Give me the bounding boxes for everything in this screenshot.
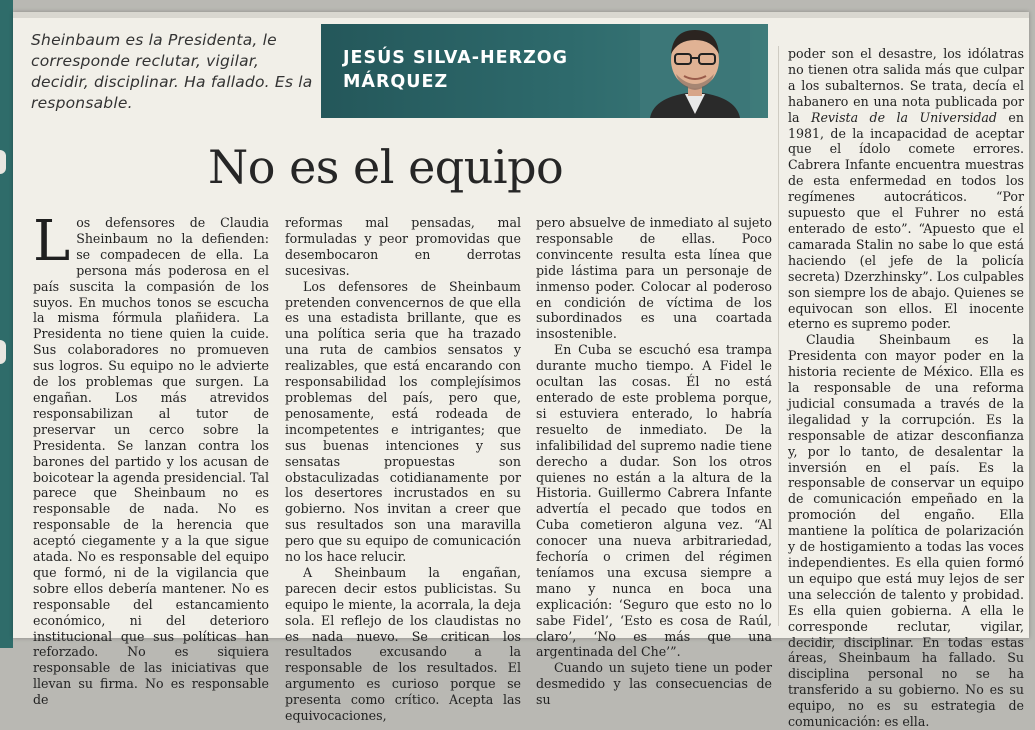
paragraph-text: poder son el desastre, los idólatras no tienen otra salida más que culpar a los subalternos. Se trata, decía el habanero en una nota publicada por la: [788, 46, 1024, 125]
drop-cap: L: [33, 209, 71, 274]
author-name-line2: MÁRQUEZ: [343, 72, 449, 92]
article-column-4: [788, 46, 1024, 730]
paragraph-text: en 1981, de la incapacidad de aceptar que el ídolo comete errores. Cabrera Infante encuentra muestras de esta enfermedad en todos los regímenes autocráticos. “Por supuesto que el Fuhrer no está enterado de esto”. “Apuesto que el camarada Stalin no sabe lo que está haciendo (el jefe de la policía secreta) Dzerzhinsky”. Los culpables son siempre los de abajo. Quienes se equivocan son ellos. El inocente eterno es supremo poder.: [788, 109, 1024, 332]
pull-quote: Sheinbaum es la Presidenta, le corresponde reclutar, vigilar, decidir, disciplinar. Ha fallado. Es la responsable.: [31, 31, 313, 112]
author-portrait: [640, 24, 750, 118]
article-column-2: [285, 215, 521, 724]
paragraph: [788, 46, 1024, 332]
paragraph: En Cuba se escuchó esa trampa durante mucho tiempo. A Fidel le ocultan las cosas. Él no está enterado de este problema porque, si estuviera enterado, lo habría resuelto de inmediato. De la infalibilidad del supremo nadie tiene derecho a dudar. Son los otros quienes no están a la altura de la Historia. Guillermo Cabrera Infante advertía el pecado que todos en Cuba cometieron alguna vez. “Al conocer una nueva arbitrariedad, fechoría o crimen del régimen teníamos una excusa siempre a mano y nunca en boca una explicación: ‘Seguro que esto no lo sabe Fidel’, ‘Esto es cosa de Raúl, claro’, ‘No es más que una argentinada del Che’”.: [536, 342, 772, 660]
newspaper-page: [13, 12, 1029, 730]
paragraph: reformas mal pensadas, mal formuladas y peor promovidas que desembocaron en derrotas sucesivas.: [285, 215, 521, 278]
paragraph: Cuando un sujeto tiene un poder desmedido y las consecuencias de su: [536, 660, 772, 708]
binding-tab: [0, 340, 6, 364]
magazine-title: Revista de la Universidad: [811, 109, 997, 125]
author-name-line1: JESÚS SILVA-HERZOG: [343, 48, 569, 68]
column-divider: [778, 46, 779, 626]
paragraph: Claudia Sheinbaum es la Presidenta con mayor poder en la historia reciente de México. Ella es la responsable de una reforma judicial consumada a través de la ilegalidad y la corrupción. Es la responsable de atizar desconfianza y, por lo tanto, de desalentar la inversión en el país. Es la responsable de conservar un equipo de comunicación empeñado en la promoción del engaño. Ella mantiene la política de polarización y de hostigamiento a todas las voces independientes. Es ella quien formó un equipo que está muy lejos de ser una selección de talento y probidad. Es ella quien gobierna. A ella le corresponde reclutar, vigilar, decidir, disciplinar. En todas estas áreas, Sheinbaum ha fallado. Su disciplina personal no se ha transferido a su gobierno. No es su equipo, no es su estrategia de comunicación: es ella.: [788, 332, 1024, 730]
article-column-3: [536, 215, 772, 708]
paragraph: [33, 209, 269, 708]
paragraph: Los defensores de Sheinbaum pretenden convencernos de que ella es una estadista brillante, que es una política seria que ha trazado una ruta de cambios sensatos y realizables, que está encarando con responsabilidad los complejísimos problemas del país, pero que, penosamente, está rodeada de incompetentes e intrigantes; que sus buenas intenciones y sus sensatas propuestas son obstaculizadas cotidianamente por los desertores incrustados en su gobierno. Nos invitan a creer que sus resultados son una maravilla pero que su equipo de comunicación no los hace relucir.: [285, 278, 521, 565]
author-banner: [321, 24, 768, 118]
paragraph-text: os defensores de Claudia Sheinbaum no la defienden: se compadecen de ella. La persona más poderosa en el país suscita la compasión de los suyos. En muchos tonos se escucha la misma fórmula plañidera. La Presidenta no tiene quien la cuide. Sus colaboradores no promueven sus logros. Su equipo no le advierte de los problemas que surgen. La engañan. Los más atrevidos responsabilizan al tutor de preservar un cerco sobre la Presidenta. Se lanzan contra los barones del partido y los acusan de boicotear la agenda presidencial. Tal parece que Sheinbaum no es responsable de nada. No es responsable de la herencia que aceptó ciegamente y a la que sigue atada. No es responsable del equipo que formó, ni de la vigilancia que sobre ellos debería mantener. No es responsable del estancamiento económico, ni del deterioro institucional que sus políticas han reforzado. No es siquiera responsable de las iniciativas que llevan su firma. No es responsable de: [33, 215, 269, 708]
paragraph: pero absuelve de inmediato al sujeto responsable de ellas. Poco convincente resulta esta línea que pide lástima para un personaje de inmenso poder. Colocar al poderoso en condición de víctima de los subordinados es una coartada insostenible.: [536, 215, 772, 342]
article-column-1: [33, 209, 269, 708]
author-name: [343, 46, 643, 94]
binding-tab: [0, 150, 6, 174]
column-header: [13, 18, 768, 118]
paragraph: A Sheinbaum la engañan, parecen decir estos publicistas. Su equipo le miente, la acorrala, la deja sola. El reflejo de los claudistas no es nada nuevo. Se critican los resultados excusando a la responsable de los resultados. El argumento es curioso porque se presenta como crítico. Acepta las equivocaciones,: [285, 564, 521, 724]
article-title: No es el equipo: [208, 140, 564, 194]
page-edge-binding: [0, 0, 13, 648]
